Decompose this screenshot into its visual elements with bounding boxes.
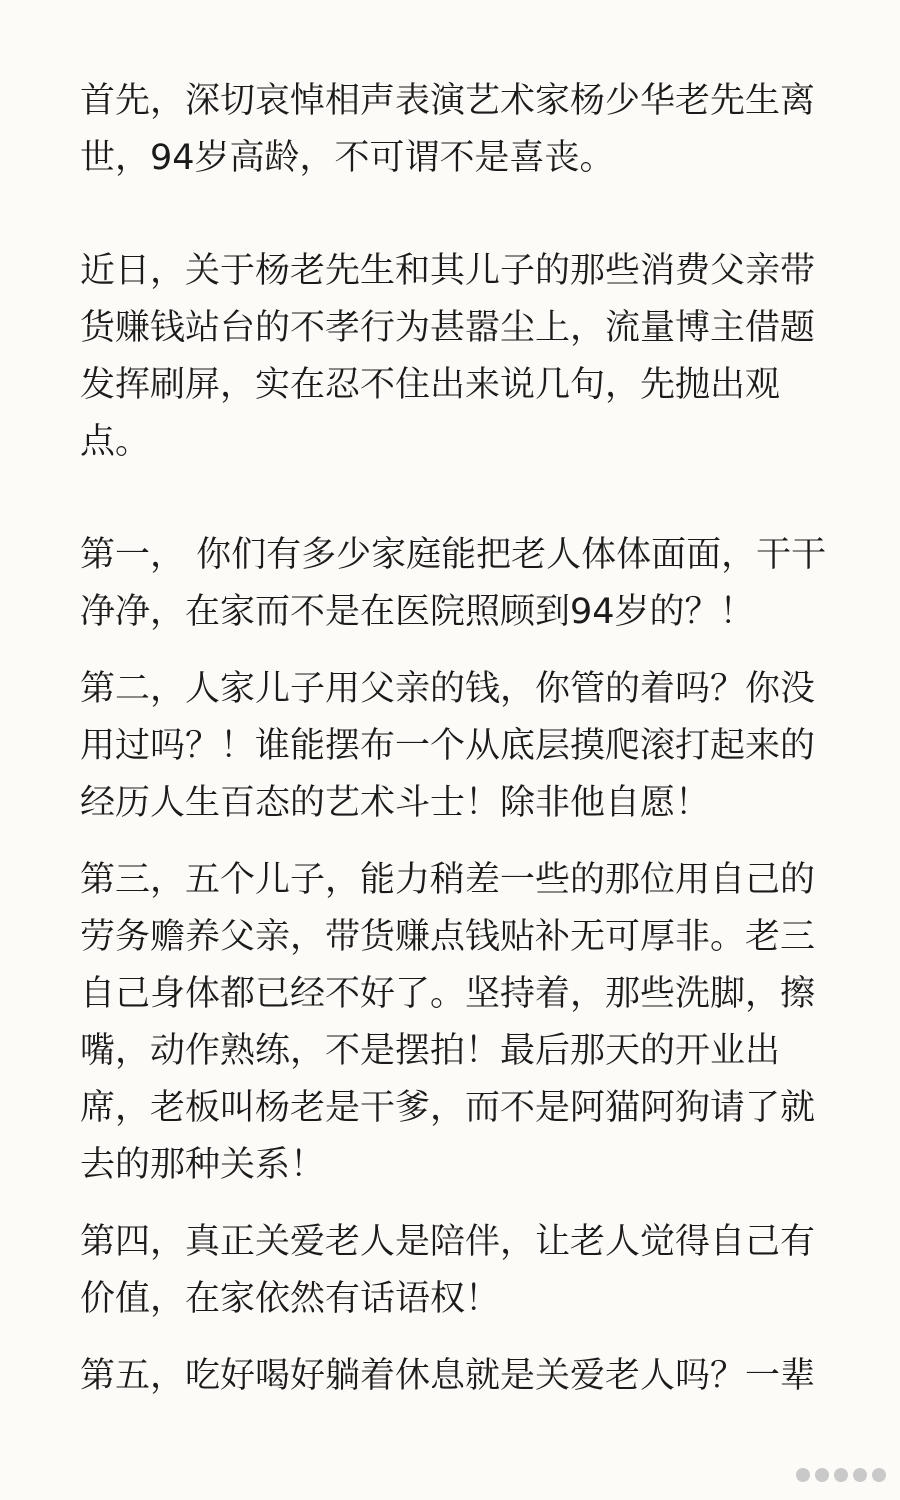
paragraph-point-1 [80,527,827,641]
paragraph-intro [80,73,822,187]
dot [815,1468,829,1482]
text-line: 世，94岁高龄，不可谓不是喜丧。 [80,138,615,178]
text-line: 第二，人家儿子用父亲的钱，你管的着吗？你没 [80,669,816,709]
text-line: 第五，吃好喝好躺着休息就是关爱老人吗？一辈 [80,1356,816,1396]
dot [834,1468,848,1482]
text-line: 点。 [80,422,151,462]
text-line: 第四，真正关爱老人是陪伴，让老人觉得自己有 [80,1222,816,1262]
more-dots-icon [796,1468,886,1482]
article-body [80,73,827,1405]
text-line: 席，老板叫杨老是干爹，而不是阿猫阿狗请了就 [80,1088,816,1128]
text-line: 净净，在家而不是在医院照顾到94岁的？！ [80,592,755,632]
paragraph-spacer [80,1194,822,1214]
dot [872,1468,886,1482]
paragraph-spacer [80,832,822,852]
paragraph-point-2 [80,661,822,832]
text-line: 用过吗？！谁能摆布一个从底层摸爬滚打起来的 [80,726,816,766]
text-line: 货赚钱站台的不孝行为甚嚣尘上，流量博主借题 [80,308,816,348]
paragraph-point-3 [80,852,822,1194]
text-line: 经历人生百态的艺术斗士！除非他自愿！ [80,783,711,823]
text-line: 价值，在家依然有话语权！ [80,1279,501,1319]
text-line: 第三，五个儿子，能力稍差一些的那位用自己的 [80,860,816,900]
paragraph-spacer [80,641,822,661]
dot [853,1468,867,1482]
paragraph-point-4 [80,1214,822,1328]
paragraph-point-5 [80,1348,822,1405]
text-line: 劳务赡养父亲，带货赚点钱贴补无可厚非。老三 [80,917,816,957]
paragraph-spacer [80,1328,822,1348]
text-line: 发挥刷屏，实在忍不住出来说几句，先抛出观 [80,365,781,405]
text-line: 近日，关于杨老先生和其儿子的那些消费父亲带 [80,251,816,291]
paragraph-spacer [80,187,822,243]
dot [796,1468,810,1482]
text-line: 第一， 你们有多少家庭能把老人体体面面，干干 [80,535,827,575]
paragraph-spacer [80,471,822,527]
paragraph-context [80,243,822,471]
text-line: 自己身体都已经不好了。坚持着，那些洗脚，擦 [80,974,816,1014]
text-line: 嘴，动作熟练，不是摆拍！最后那天的开业出 [80,1031,781,1071]
text-line: 去的那种关系！ [80,1145,326,1185]
text-line: 首先，深切哀悼相声表演艺术家杨少华老先生离 [80,81,816,121]
